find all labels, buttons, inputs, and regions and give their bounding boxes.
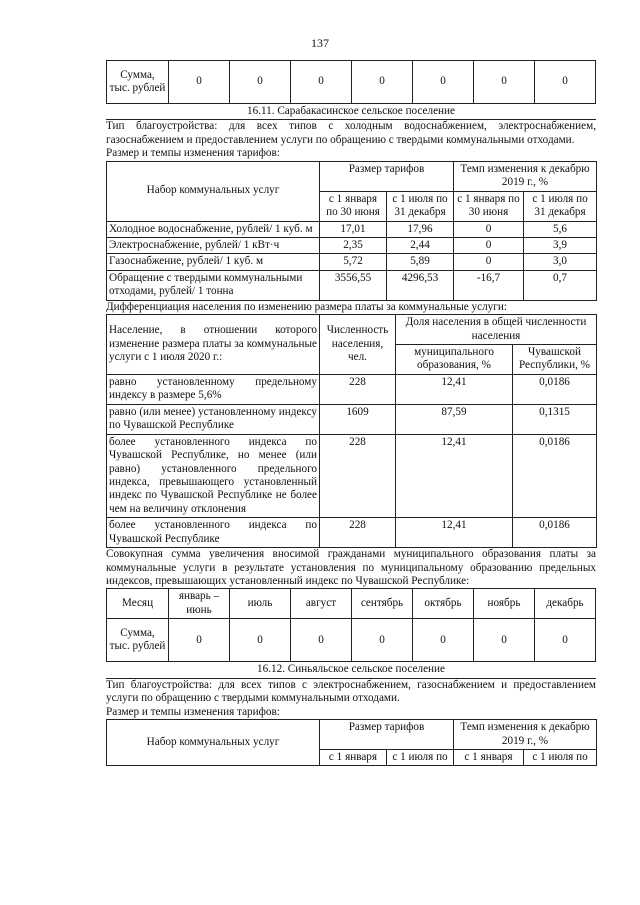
sum-value: 0: [474, 61, 535, 104]
months-table: [106, 588, 596, 662]
diff-header-population: Население, в отношении которого изменение размера платы за коммунальные услуги с 1 июля 2020 г.:: [107, 315, 320, 375]
sum-value: 0: [474, 619, 535, 662]
sum-value: 0: [413, 61, 474, 104]
rate-jul: 0,7: [524, 270, 597, 300]
diff-desc: более установленного индекса по Чувашской Республике, но менее (или равно) установленного предельного индекса, превышающего установленный индекс по Чувашской Республике не более чем на величину отклонения: [107, 434, 320, 518]
diff-republic: 0,0186: [513, 518, 597, 548]
diff-desc: равно (или менее) установленному индексу по Чувашской Республике: [107, 404, 320, 434]
sum-value: 0: [169, 619, 230, 662]
population-diff-table: [106, 314, 597, 548]
sum-value: 0: [535, 619, 596, 662]
diff-header-municipal: муниципального образования, %: [396, 345, 513, 375]
sum-value: 0: [535, 61, 596, 104]
month-header: август: [291, 589, 352, 619]
month-header: октябрь: [413, 589, 474, 619]
sum-value: 0: [230, 61, 291, 104]
diff-header-republic: Чувашской Республики, %: [513, 345, 597, 375]
rate-jan: -16,7: [454, 270, 524, 300]
diff-desc: более установленного индекса по Чувашской Республике: [107, 518, 320, 548]
tariff-sub-jul: с 1 июля по 31 декабря: [387, 191, 454, 221]
page-number: 137: [311, 36, 329, 50]
tariff-sub-jan: с 1 января: [320, 749, 387, 765]
tariff-jan: 2,35: [320, 237, 387, 253]
diff-municipal: 87,59: [396, 404, 513, 434]
diff-municipal: 12,41: [396, 434, 513, 518]
rate-sub-jan: с 1 января: [454, 749, 524, 765]
month-label: Месяц: [107, 589, 169, 619]
month-header: июль: [230, 589, 291, 619]
tariff-jul: 5,89: [387, 254, 454, 270]
diff-header-share: Доля населения в общей численности населения: [396, 315, 597, 345]
tariff-sub-jan: с 1 января по 30 июня: [320, 191, 387, 221]
table-row: [107, 237, 597, 253]
tariff-header-rate: Темп изменения к декабрю 2019 г., %: [454, 720, 597, 750]
tariff-jan: 3556,55: [320, 270, 387, 300]
rate-jan: 0: [454, 221, 524, 237]
diff-desc: равно установленному предельному индексу в размере 5,6%: [107, 374, 320, 404]
diff-republic: 0,0186: [513, 374, 597, 404]
top-sum-table: [106, 60, 596, 104]
diff-count: 228: [320, 518, 396, 548]
section-title: 16.11. Сарабакасинское сельское поселение: [106, 104, 596, 120]
sum-value: 0: [352, 61, 413, 104]
diff-header-count: Численность населения, чел.: [320, 315, 396, 375]
month-header: январь – июнь: [169, 589, 230, 619]
table-row: [107, 434, 597, 518]
month-header: сентябрь: [352, 589, 413, 619]
diff-republic: 0,0186: [513, 434, 597, 518]
diff-municipal: 12,41: [396, 374, 513, 404]
rate-jul: 5,6: [524, 221, 597, 237]
month-header: ноябрь: [474, 589, 535, 619]
diff-count: 228: [320, 434, 396, 518]
diff-republic: 0,1315: [513, 404, 597, 434]
tariff-sub-jul: с 1 июля по: [387, 749, 454, 765]
rate-sub-jul: с 1 июля по 31 декабря: [524, 191, 597, 221]
rate-jan: 0: [454, 254, 524, 270]
table-row: [107, 404, 597, 434]
tariff-jul: 2,44: [387, 237, 454, 253]
diff-count: 1609: [320, 404, 396, 434]
sum-value: 0: [291, 61, 352, 104]
rate-sub-jan: с 1 января по 30 июня: [454, 191, 524, 221]
tariff-service: Обращение с твердыми коммунальными отходами, рублей/ 1 тонна: [107, 270, 320, 300]
improvement-type-text: Тип благоустройства: для всех типов с холодным водоснабжением, электроснабжением, газоснабжением и предоставлением услуги по обращению с твердыми коммунальными отходами.: [106, 120, 596, 146]
tariff-service: Электроснабжение, рублей/ 1 кВт·ч: [107, 237, 320, 253]
table-row: [107, 254, 597, 270]
sum-value: 0: [413, 619, 474, 662]
tariff-table: [106, 161, 597, 301]
sum-label: Сумма, тыс. рублей: [107, 61, 169, 104]
sum-value: 0: [352, 619, 413, 662]
tariff-header-size: Размер тарифов: [320, 720, 454, 750]
tariffs-caption: Размер и темпы изменения тарифов:: [106, 147, 280, 160]
table-row: [107, 518, 597, 548]
sum-label: Сумма, тыс. рублей: [107, 619, 169, 662]
tariff-header-rate: Темп изменения к декабрю 2019 г., %: [454, 161, 597, 191]
sum-value: 0: [291, 619, 352, 662]
tariffs-caption: Размер и темпы изменения тарифов:: [106, 705, 280, 718]
table-row: [107, 221, 597, 237]
tariff-header-size: Размер тарифов: [320, 161, 454, 191]
tariff-table: [106, 719, 597, 766]
sum-value: 0: [230, 619, 291, 662]
diff-municipal: 12,41: [396, 518, 513, 548]
table-row: [107, 374, 597, 404]
tariff-service: Холодное водоснабжение, рублей/ 1 куб. м: [107, 221, 320, 237]
tariff-jan: 5,72: [320, 254, 387, 270]
table-row: [107, 270, 597, 300]
tariff-jul: 17,96: [387, 221, 454, 237]
tariff-jul: 4296,53: [387, 270, 454, 300]
total-sum-text: Совокупная сумма увеличения вносимой гражданами муниципального образования платы за коммунальные услуги в результате установления по муниципальному образованию предельных индексов, превышающих установленный индекс по Чувашской Республике:: [106, 548, 596, 587]
tariff-jan: 17,01: [320, 221, 387, 237]
tariff-header-service: Набор коммунальных услуг: [107, 720, 320, 766]
sum-value: 0: [169, 61, 230, 104]
rate-sub-jul: с 1 июля по: [524, 749, 597, 765]
rate-jul: 3,9: [524, 237, 597, 253]
rate-jan: 0: [454, 237, 524, 253]
tariff-header-service: Набор коммунальных услуг: [107, 161, 320, 221]
improvement-type-text: Тип благоустройства: для всех типов с электроснабжением, газоснабжением и предоставлением услуги по обращению с твердыми коммунальными отходами.: [106, 678, 596, 705]
section-title: 16.12. Синьяльское сельское поселение: [106, 662, 596, 678]
tariff-service: Газоснабжение, рублей/ 1 куб. м: [107, 254, 320, 270]
document-body: [106, 60, 596, 766]
diff-count: 228: [320, 374, 396, 404]
month-header: декабрь: [535, 589, 596, 619]
rate-jul: 3,0: [524, 254, 597, 270]
diff-caption: Дифференциация населения по изменению размера платы за коммунальные услуги:: [106, 300, 507, 313]
